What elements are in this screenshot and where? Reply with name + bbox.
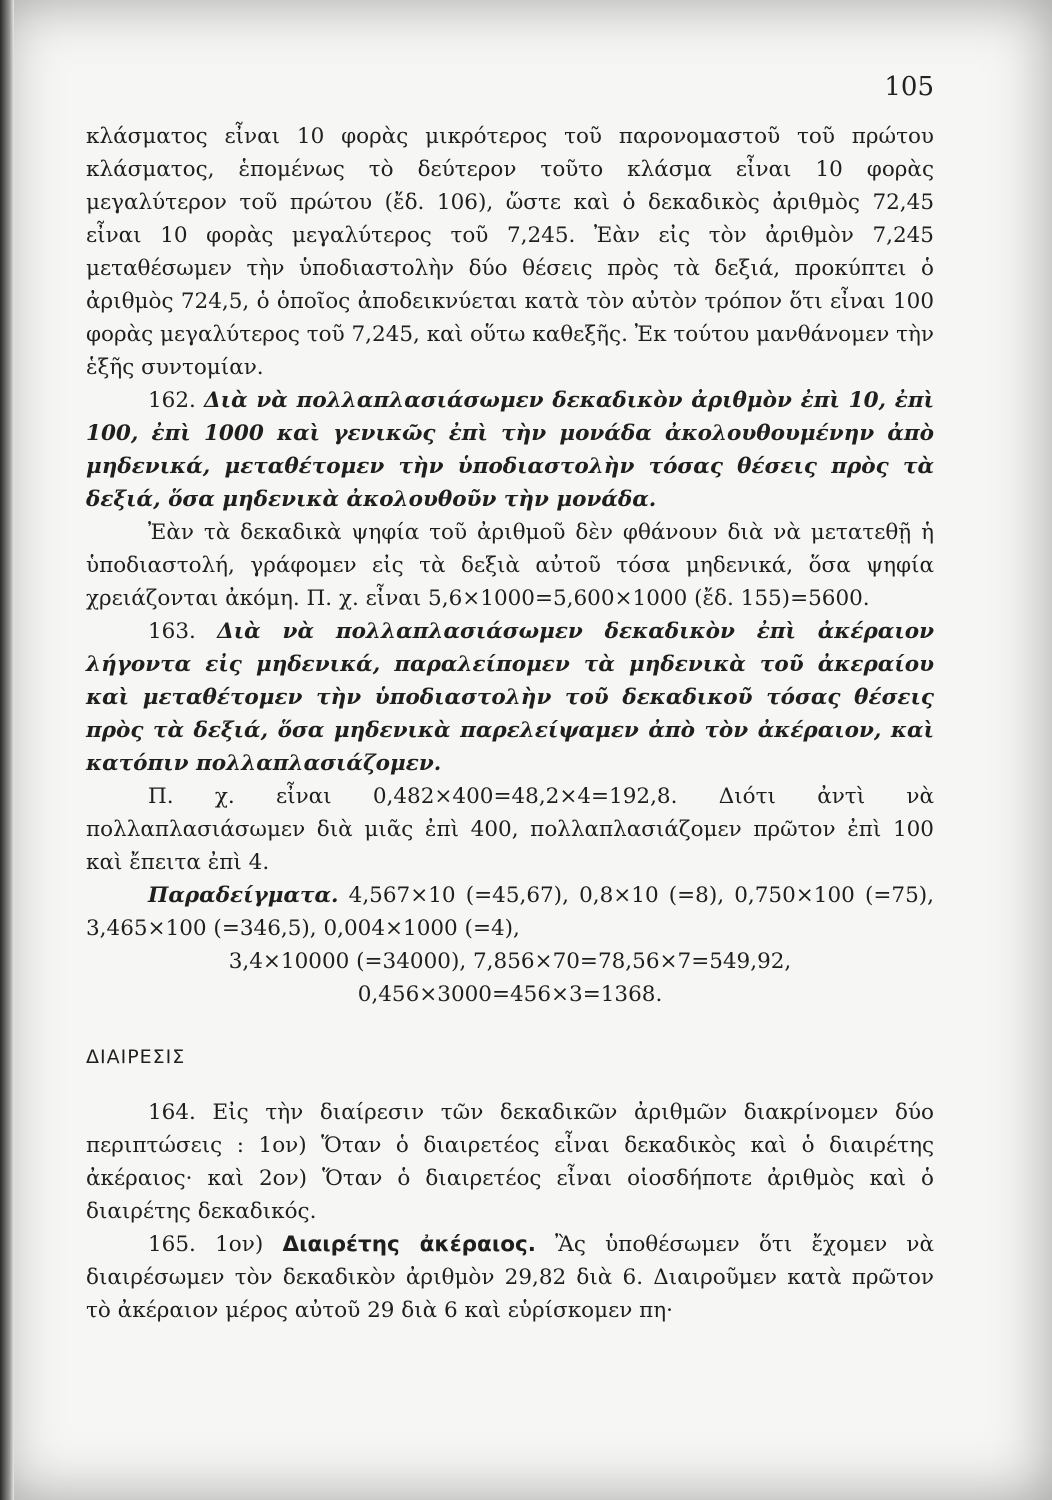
note-163: Π. χ. εἶναι 0,482×400=48,2×4=192,8. Διότι ἀντὶ νὰ πολλαπλασιάσωμεν διὰ μιᾶς ἐπὶ 400, πολλαπλασιάζομεν πρῶτον ἐπὶ 100 καὶ ἔπειτα ἐπὶ 4. (86, 784, 934, 875)
heading-165: Διαιρέτης ἀκέραιος. (282, 1232, 536, 1257)
note-162: Ἐὰν τὰ δεκαδικὰ ψηφία τοῦ ἀριθμοῦ δὲν φθάνουν διὰ νὰ μετατεθῇ ἡ ὑποδιαστολή, γράφομεν εἰς τὰ δεξιὰ αὐτοῦ τόσα μηδενικά, ὅσα ψηφία χρειάζονται ἀκόμη. Π. χ. εἶναι 5,6×1000=5,600×1000 (ἔδ. 155)=5600. (86, 520, 934, 611)
page-binding-edge (0, 0, 14, 1500)
examples-line-1: 4,567×10 (=45,67), 0,8×10 (=8), 0,750×100 (=75), 3,465×100 (=346,5), 0,004×1000 (=4), (86, 883, 934, 941)
paragraph-165 (86, 1228, 934, 1327)
section-number-164: 164. (148, 1100, 196, 1125)
label-165: 1ον) (215, 1232, 264, 1257)
paragraph-continuation: κλάσματος εἶναι 10 φορὰς μικρότερος τοῦ παρονομαστοῦ τοῦ πρώτου κλάσματος, ἑπομένως τὸ δεύτερον τοῦτο κλάσμα εἶναι 10 φορὰς μεγαλύτερον τοῦ πρώτου (ἔδ. 106), ὥστε καὶ ὁ δεκαδικὸς ἀριθμὸς 72,45 εἶναι 10 φορὰς μεγαλύτερος τοῦ 7,245. Ἐὰν εἰς τὸν ἀριθμὸν 7,245 μεταθέσωμεν τὴν ὑποδιαστολὴν δύο θέσεις πρὸς τὰ δεξιά, προκύπτει ὁ ἀριθμὸς 724,5, ὁ ὁποῖος ἀποδεικνύεται κατὰ τὸν αὐτὸν τρόπον ὅτι εἶναι 100 φορὰς μεγαλύτερος τοῦ 7,245, καὶ οὕτω καθεξῆς. Ἐκ τούτου μανθάνομεν τὴν ἑξῆς συντομίαν. (86, 124, 934, 380)
rule-163: Διὰ νὰ πολλαπλασιάσωμεν δεκαδικὸν ἐπὶ ἀκέραιον λήγοντα εἰς μηδενικά, παραλείπομεν τὰ μηδενικὰ τοῦ ἀκεραίου καὶ μεταθέτομεν τὴν ὑποδιαστολὴν τοῦ δεκαδικοῦ τόσας θέσεις πρὸς τὰ δεξιά, ὅσα μηδενικὰ παρελείψαμεν ἀπὸ τὸν ἀκέραιον, καὶ κατόπιν πολλαπλασιάζομεν. (86, 619, 934, 776)
examples-line-3: 0,456×3000=456×3=1368. (357, 982, 663, 1007)
page-body (86, 120, 934, 1327)
rule-162: Διὰ νὰ πολλαπλασιάσωμεν δεκαδικὸν ἀριθμὸν ἐπὶ 10, ἐπὶ 100, ἐπὶ 1000 καὶ γενικῶς ἐπὶ τὴν μονάδα ἀκολουθουμένην ἀπὸ μηδενικά, μεταθέτομεν τὴν ὑποδιαστολὴν τόσας θέσεις πρὸς τὰ δεξιά, ὅσα μηδενικὰ ἀκολουθοῦν τὴν μονάδα. (86, 388, 934, 512)
section-title: ΔΙΑΙΡΕΣΙΣ (86, 1046, 186, 1068)
text-164: Εἰς τὴν διαίρεσιν τῶν δεκαδικῶν ἀριθμῶν διακρίνομεν δύο περιπτώσεις : 1ον) Ὅταν ὁ διαιρετέος εἶναι δεκαδικὸς καὶ ὁ διαιρέτης ἀκέραιος· καὶ 2ον) Ὅταν ὁ διαιρετέος εἶναι οἱοσδήποτε ἀριθμὸς καὶ ὁ διαιρέτης δεκαδικός. (86, 1100, 934, 1224)
text-165: Ἂς ὑποθέσωμεν ὅτι ἔχομεν νὰ διαιρέσωμεν τὸν δεκαδικὸν ἀριθμὸν 29,82 διὰ 6. Διαιροῦμεν κατὰ πρῶτον τὸ ἀκέραιον μέρος αὐτοῦ 29 διὰ 6 καὶ εὑρίσκομεν πη· (86, 1232, 935, 1323)
section-number-162: 162. (148, 388, 196, 413)
paragraph-163 (86, 615, 934, 780)
paragraph-162 (86, 384, 934, 516)
paragraph-164 (86, 1096, 934, 1228)
examples-line-2: 3,4×10000 (=34000), 7,856×70=78,56×7=549,92, (228, 949, 792, 974)
section-number-165: 165. (148, 1232, 196, 1257)
page-number: 105 (884, 72, 934, 102)
examples-heading: Παραδείγματα. (148, 883, 339, 908)
section-number-163: 163. (148, 619, 196, 644)
examples-paragraph (86, 879, 934, 945)
